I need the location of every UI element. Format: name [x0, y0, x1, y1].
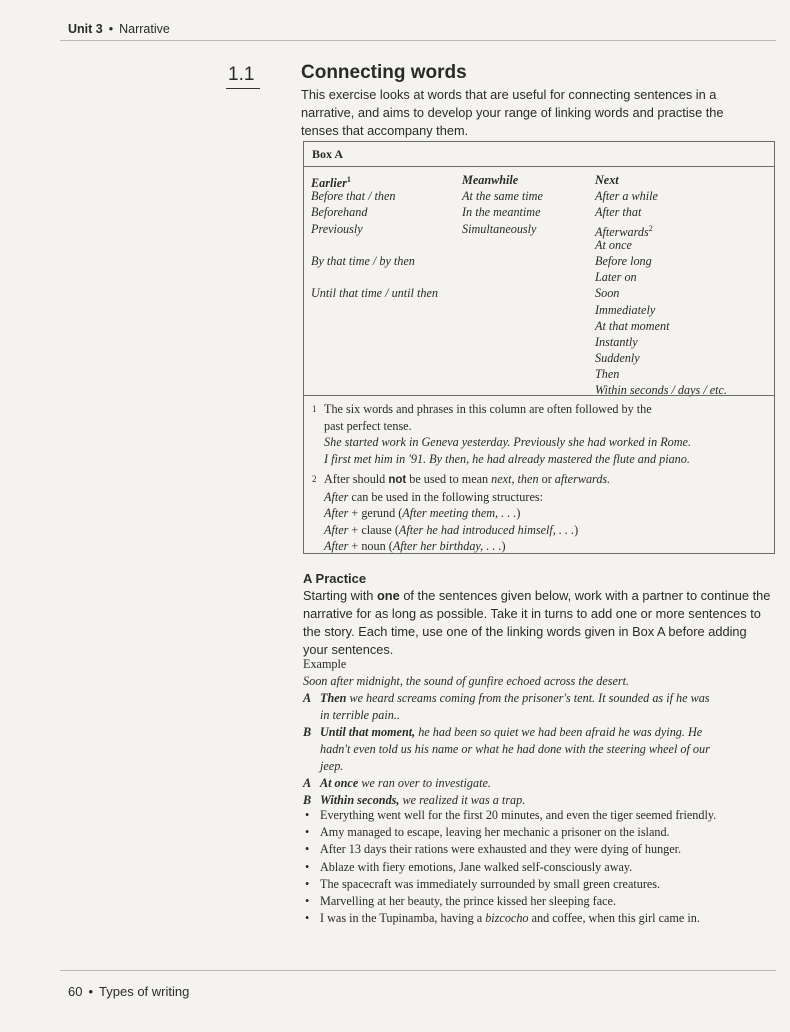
notes-divider [304, 395, 774, 396]
structure-noun [312, 538, 764, 555]
footnote-text: After should [324, 472, 386, 486]
footnote-example: After her birthday, . . . [392, 539, 502, 554]
header-separator: • [108, 22, 114, 36]
section-title: Connecting words [301, 62, 467, 83]
footnote-text: can be used in the following structures: [351, 489, 543, 504]
page-number: 60 [68, 984, 83, 999]
example-text: Soon after midnight, the sound of gunfire echoed across the desert. [303, 674, 630, 688]
footnote-ref: 2 [648, 223, 653, 233]
box-item-text: At the same time [462, 189, 543, 204]
footnote-example: After he had introduced himself, . . . [398, 522, 575, 537]
box-item [462, 221, 543, 237]
box-item-text: Next [595, 173, 619, 187]
bullet-icon: • [305, 876, 310, 891]
box-item-text: By that time / by then [311, 253, 415, 268]
box-item-text: After a while [595, 189, 658, 204]
footnote-example: I first met him in '91. By then, he had already mastered the flute and piano. [324, 451, 690, 466]
starter-sentence [303, 807, 778, 824]
footnote-ref: 1 [346, 175, 351, 184]
box-item-text: Soon [595, 286, 620, 301]
footnote-text: be used to mean [409, 472, 489, 486]
bullet-icon: • [305, 808, 310, 822]
box-item-text: In the meantime [462, 205, 541, 220]
sentence-text: Amy managed to escape, leaving her mechanic a prisoner on the island. [320, 825, 670, 840]
box-item-text: Meanwhile [462, 173, 519, 187]
bullet-icon: • [305, 859, 310, 874]
example-line [303, 758, 773, 775]
box-item [595, 253, 727, 269]
box-item-text: Later on [595, 270, 637, 285]
box-item-text: Then [595, 367, 620, 382]
bullet-icon: • [305, 911, 310, 926]
footnote-term: afterwards. [554, 472, 611, 486]
footnote-text: or [541, 472, 552, 486]
box-item-text: Suddenly [595, 351, 640, 366]
box-item-text: Until that time / until then [311, 286, 438, 301]
section-label: Narrative [119, 22, 170, 36]
sentence-text: and coffee, when this girl came in. [531, 911, 700, 926]
footnote-text: + clause ( [351, 522, 399, 537]
example-dialogue [303, 673, 773, 809]
example-line [303, 724, 773, 741]
box-item [462, 188, 543, 204]
example-label: Example [303, 657, 347, 671]
speaker-label: A [303, 691, 312, 705]
box-item-text: Simultaneously [462, 221, 537, 236]
example-text: we heard screams coming from the prisoner's tent. It sounded as if he was [349, 691, 710, 705]
speaker-label: B [303, 725, 312, 739]
box-column-meanwhile [462, 172, 543, 237]
sentence-text: I was in the Tupinamba, having a [320, 911, 483, 926]
footnote-text: ) [501, 539, 506, 554]
footnote-term: next, then [491, 472, 539, 486]
box-item-text: At once [595, 237, 632, 252]
box-item [595, 188, 727, 204]
practice-heading: A Practice [303, 571, 367, 586]
box-item-text: Before that / then [311, 189, 396, 204]
footnote-example: After meeting them, . . . [402, 506, 517, 521]
instruction-text: of the sentences given below, work with a partner to continue the narrative for as long as possible. Take it in turns to add one or more sentences to the story. Each time, use one of the linking words given in Box A before adding your sentences. [303, 588, 771, 657]
box-item-text: Previously [311, 221, 363, 236]
sentence-text: The spacecraft was immediately surrounded by small green creatures. [320, 876, 661, 891]
footnote-text: ) [516, 506, 521, 521]
box-item-text: Earlier [311, 176, 347, 191]
example-line [303, 707, 773, 724]
foreign-word: bizcocho [485, 911, 529, 926]
box-header [304, 142, 774, 167]
starter-sentence [303, 824, 778, 841]
sentence-text: Everything went well for the first 20 minutes, and even the tiger seemed friendly. [320, 808, 717, 822]
box-item [311, 253, 438, 269]
footnote-term: After [324, 522, 349, 537]
bullet-icon: • [305, 825, 310, 840]
footnote-2 [312, 471, 764, 555]
box-item [595, 269, 727, 285]
box-item [595, 237, 727, 253]
practice-instructions [303, 587, 773, 659]
sentence-text: Marvelling at her beauty, the prince kissed her sleeping face. [320, 894, 616, 909]
book-section: Types of writing [99, 984, 190, 999]
example-text: he had been so quiet we had been afraid he was dying. He [418, 725, 703, 739]
box-item-text: At that moment [595, 318, 670, 333]
box-item-text: Immediately [595, 302, 656, 317]
box-item [595, 350, 727, 366]
footnote-text: ) [574, 522, 579, 537]
linking-word: Then [320, 691, 347, 705]
starter-sentence [303, 859, 778, 876]
footnote-term: After [324, 539, 349, 554]
footnote-marker: 2 [312, 474, 317, 484]
footnote-text: + gerund ( [351, 506, 403, 521]
bullet-icon: • [305, 842, 310, 857]
box-item [595, 285, 727, 301]
box-item [311, 237, 438, 253]
box-item [311, 172, 438, 191]
footnote-example: She started work in Geneva yesterday. Previously she had worked in Rome. [324, 435, 692, 450]
example-line [303, 690, 773, 707]
running-header [68, 22, 170, 36]
box-item [595, 318, 727, 334]
footnote-text: past perfect tense. [324, 418, 412, 433]
example-text: hadn't even told us his name or what he had done with the steering wheel of our [320, 742, 710, 756]
linking-word: Within seconds, [320, 793, 400, 807]
box-a [303, 141, 775, 554]
example-line [303, 741, 773, 758]
box-item [462, 204, 543, 220]
sentence-text: Ablaze with fiery emotions, Jane walked self-consciously away. [320, 859, 633, 874]
speaker-label: A [303, 776, 312, 790]
box-column-next [595, 172, 727, 399]
box-column-earlier [311, 172, 438, 302]
structure-clause [312, 522, 764, 539]
box-item-text: Instantly [595, 334, 638, 349]
box-item-text: Afterwards [595, 224, 649, 239]
footnote-term: After [324, 506, 349, 521]
example-text: jeep. [320, 759, 344, 773]
example-line [303, 775, 773, 792]
starter-sentence [303, 841, 778, 858]
footnote-text: + noun ( [351, 539, 393, 554]
footer-separator: • [88, 984, 94, 999]
section-number-underline [226, 88, 260, 89]
box-item [311, 204, 438, 220]
example-line [303, 673, 773, 690]
box-title: Box A [312, 147, 344, 161]
box-item [311, 269, 438, 285]
emphasis-one: one [376, 588, 400, 603]
linking-word: At once [320, 776, 359, 790]
footnote-term: After [324, 489, 349, 504]
footnote-marker: 1 [312, 404, 317, 414]
box-item [462, 172, 543, 188]
header-rule [60, 40, 776, 41]
box-item [595, 221, 727, 237]
emphasis-not: not [388, 474, 407, 486]
box-item-text: Beforehand [311, 205, 368, 220]
starter-sentences [303, 807, 778, 927]
structure-gerund [312, 505, 764, 522]
example-text: we ran over to investigate. [361, 776, 491, 790]
running-footer [68, 984, 189, 999]
box-item-text: Within seconds / days / etc. [595, 383, 728, 398]
linking-word: Until that moment, [320, 725, 416, 739]
box-item [595, 334, 727, 350]
box-item [595, 366, 727, 382]
section-intro: This exercise looks at words that are useful for connecting sentences in a narrative, and aims to develop your range of linking words and practise the tenses that accompany them. [301, 87, 724, 138]
section-number: 1.1 [228, 64, 255, 85]
box-item [311, 285, 438, 301]
bullet-icon: • [305, 894, 310, 909]
example-text: we realized it was a trap. [402, 793, 526, 807]
starter-sentence [303, 910, 778, 927]
instruction-text: Starting with [303, 588, 374, 603]
box-item [311, 188, 438, 204]
starter-sentence [303, 893, 778, 910]
box-item [595, 204, 727, 220]
box-item-text: Before long [595, 253, 652, 268]
box-item [595, 382, 727, 398]
sentence-text: After 13 days their rations were exhausted and they were dying of hunger. [320, 842, 682, 857]
footnote-1 [312, 401, 764, 467]
footer-rule [60, 970, 776, 971]
unit-label: Unit 3 [68, 22, 103, 36]
example-text: in terrible pain.. [320, 708, 400, 722]
box-item [311, 221, 438, 237]
box-item [595, 172, 727, 188]
footnote-text: The six words and phrases in this column are often followed by the [324, 402, 652, 416]
speaker-label: B [303, 793, 312, 807]
starter-sentence [303, 876, 778, 893]
box-item [595, 302, 727, 318]
box-item-text: After that [595, 205, 642, 220]
